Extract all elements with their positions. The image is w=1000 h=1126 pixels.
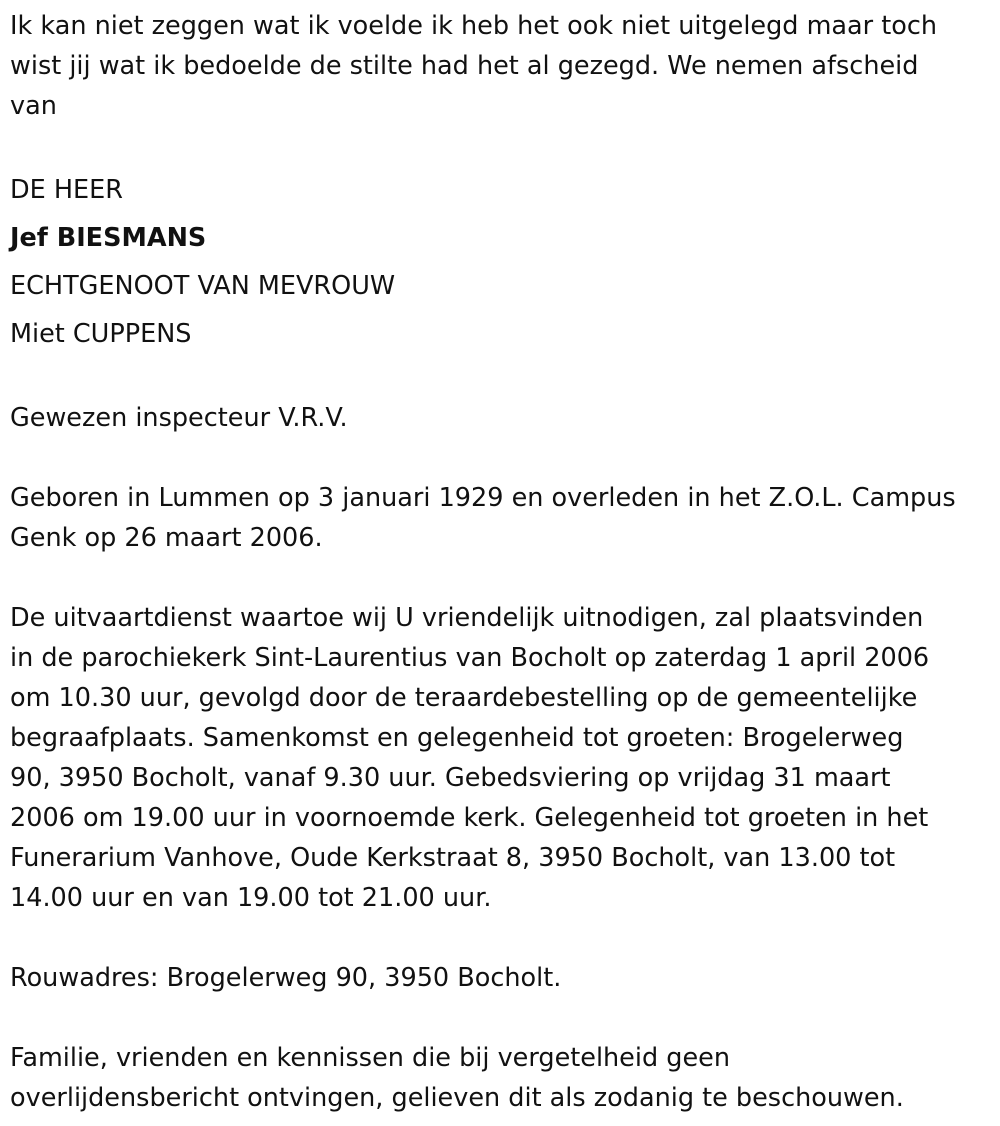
spacer [10,438,992,478]
intro-line: wist jij wat ik bedoelde de stilte had het al gezegd. We nemen afscheid [10,51,919,81]
funeral-paragraph [10,598,992,918]
birth-death-line: Genk op 26 maart 2006. [10,523,323,553]
spouse-name: Miet CUPPENS [10,319,192,349]
deceased-relation: ECHTGENOOT VAN MEVROUW [10,271,396,301]
intro-poem [10,6,992,126]
birth-death-line: Geboren in Lummen op 3 januari 1929 en overleden in het Z.O.L. Campus [10,483,956,513]
occupation: Gewezen inspecteur V.R.V. [10,403,348,433]
closing-paragraph [10,1038,992,1118]
funeral-line: 14.00 uur en van 19.00 tot 21.00 uur. [10,883,492,913]
funeral-line: De uitvaartdienst waartoe wij U vriendelijk uitnodigen, zal plaatsvinden [10,603,924,633]
funeral-line: om 10.30 uur, gevolgd door de teraardebestelling op de gemeentelijke [10,683,918,713]
spacer [10,126,992,166]
funeral-line: 2006 om 19.00 uur in voornoemde kerk. Gelegenheid tot groeten in het [10,803,929,833]
deceased-block [10,166,992,358]
spacer [10,358,992,398]
intro-line: Ik kan niet zeggen wat ik voelde ik heb het ook niet uitgelegd maar toch [10,11,938,41]
closing-line: Familie, vrienden en kennissen die bij vergetelheid geen [10,1043,730,1073]
deceased-name: Jef BIESMANS [10,223,207,253]
funeral-line: in de parochiekerk Sint-Laurentius van Bocholt op zaterdag 1 april 2006 [10,643,930,673]
mourning-address: Rouwadres: Brogelerweg 90, 3950 Bocholt. [10,963,562,993]
spacer [10,998,992,1038]
deceased-title: DE HEER [10,175,123,205]
funeral-line: Funerarium Vanhove, Oude Kerkstraat 8, 3950 Bocholt, van 13.00 tot [10,843,896,873]
spacer [10,918,992,958]
spacer [10,558,992,598]
birth-death-paragraph [10,478,992,558]
funeral-line: 90, 3950 Bocholt, vanaf 9.30 uur. Gebedsviering op vrijdag 31 maart [10,763,891,793]
intro-line: van [10,91,57,121]
closing-line: overlijdensbericht ontvingen, gelieven dit als zodanig te beschouwen. [10,1083,904,1113]
funeral-line: begraafplaats. Samenkomst en gelegenheid tot groeten: Brogelerweg [10,723,904,753]
